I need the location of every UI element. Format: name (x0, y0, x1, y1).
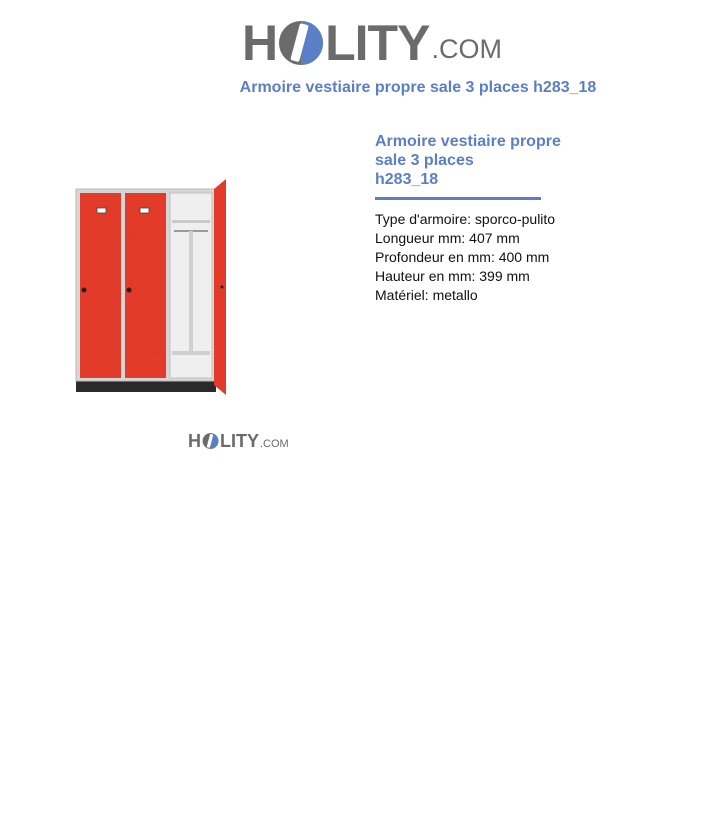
spec-depth: Profondeur en mm: 400 mm (375, 249, 550, 265)
logo-letter-h: H (242, 15, 278, 71)
page-title: Armoire vestiaire propre sale 3 places h283_18 (239, 79, 597, 96)
logo-o-icon (278, 18, 324, 68)
logo-com: .COM (431, 34, 502, 64)
product-info (375, 132, 575, 305)
product-name-line: h283_18 (375, 171, 439, 188)
product-name-line: Armoire vestiaire propre (375, 133, 561, 150)
product-name-line: sale 3 places (375, 152, 474, 169)
spec-height: Hauteur en mm: 399 mm (375, 268, 530, 284)
product-name (375, 132, 575, 189)
spec-length: Longueur mm: 407 mm (375, 230, 520, 246)
spec-material: Matériel: metallo (375, 287, 478, 303)
brand-logo (242, 12, 502, 71)
logo-letter-h: H (188, 431, 201, 451)
logo-o-icon (202, 432, 219, 450)
spec-type: Type d'armoire: sporco-pulito (375, 211, 556, 227)
logo-com: .COM (260, 438, 289, 450)
locker-cabinet-image (70, 175, 235, 400)
logo-letters-lity: LITY (325, 15, 430, 71)
brand-logo-small (188, 432, 289, 450)
logo-letters-lity: LITY (220, 431, 259, 451)
title-divider (375, 197, 541, 200)
